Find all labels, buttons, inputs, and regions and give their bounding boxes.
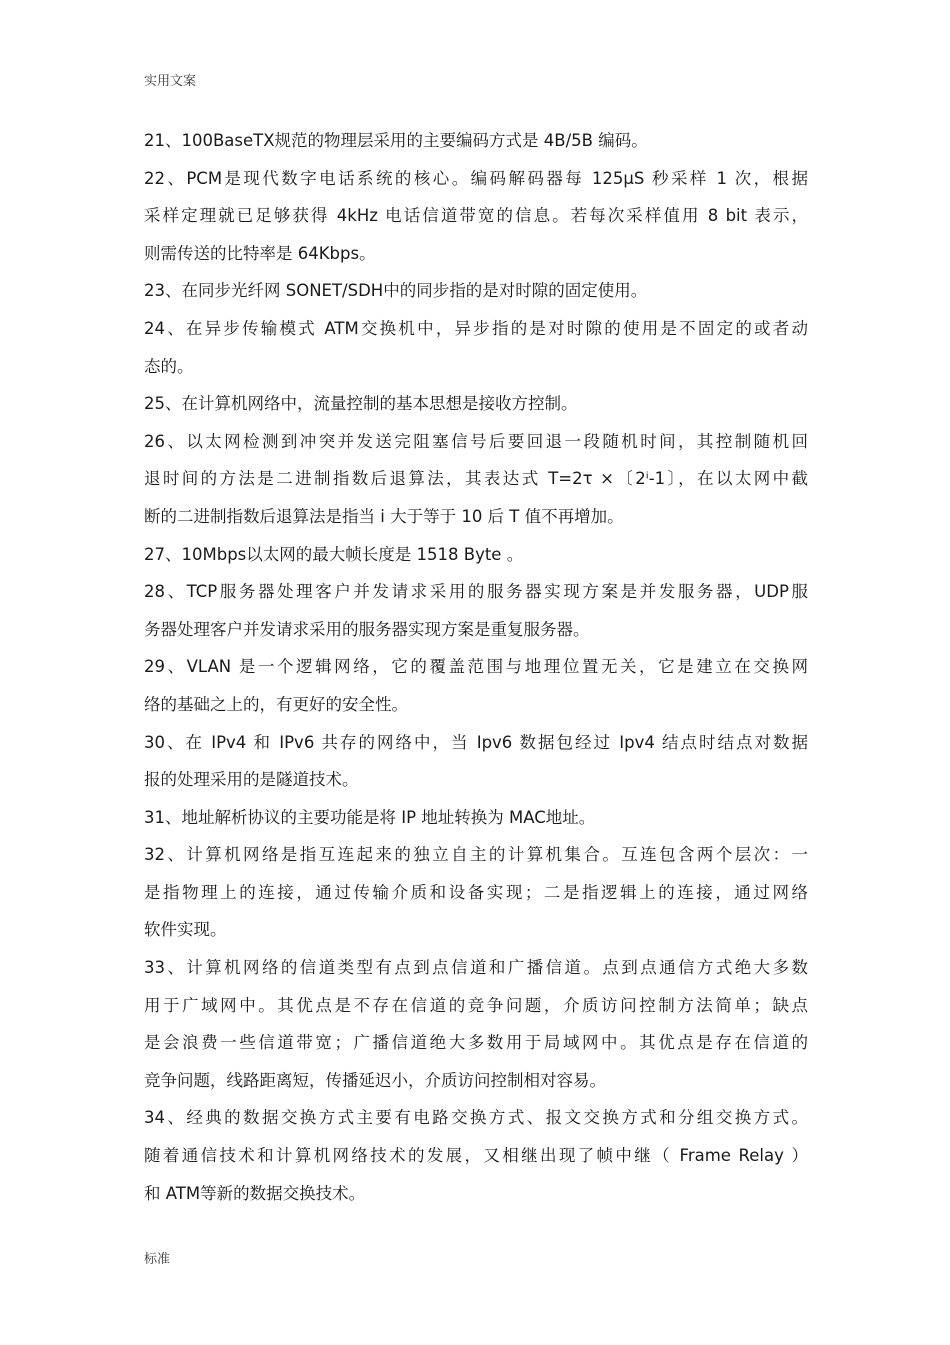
text-line: 30、在 IPv4 和 IPv6 共存的网络中，当 Ipv6 数据包经过 Ipv4 结点时结点对数据 <box>144 732 808 752</box>
text-line: 采样定理就已足够获得 4kHz 电话信道带宽的信息。若每次采样值用 8 bit 表示， <box>144 206 808 226</box>
text-line: 25、在计算机网络中，流量控制的基本思想是接收方控制。 <box>144 394 578 414</box>
text-line: 29、VLAN 是一个逻辑网络，它的覆盖范围与地理位置无关，它是建立在交换网 <box>144 657 808 677</box>
page-footer: 标准 <box>144 1252 171 1267</box>
text-line: 21、100BaseTX规范的物理层采用的主要编码方式是 4B/5B 编码。 <box>144 131 648 150</box>
text-line: 务器处理客户并发请求采用的服务器实现方案是重复服务器。 <box>144 619 590 639</box>
text-line: 和 ATM等新的数据交换技术。 <box>144 1183 366 1203</box>
text-line: 32、计算机网络是指互连起来的独立自主的计算机集合。互连包含两个层次：一 <box>144 845 808 865</box>
text-line: 用于广域网中。其优点是不存在信道的竞争问题，介质访问控制方法简单；缺点 <box>144 995 808 1015</box>
text-line: 24、在异步传输模式 ATM交换机中，异步指的是对时隙的使用是不固定的或者动 <box>144 318 808 338</box>
text-line: 断的二进制指数后退算法是指当 i 大于等于 10 后 T 值不再增加。 <box>144 506 624 526</box>
text-line: 26、以太网检测到冲突并发送完阻塞信号后要回退一段随机时间，其控制随机回 <box>144 431 808 451</box>
text-line: 报的处理采用的是隧道技术。 <box>144 770 359 790</box>
text-line: 态的。 <box>144 356 194 376</box>
text-line: 27、10Mbps以太网的最大帧长度是 1518 Byte 。 <box>144 544 524 564</box>
text-line: 随着通信技术和计算机网络技术的发展，又相继出现了帧中继（ Frame Relay ） <box>144 1146 808 1166</box>
page-header: 实用文案 <box>144 74 197 89</box>
document-body <box>144 122 808 1212</box>
text-line: 则需传送的比特率是 64Kbps。 <box>144 243 376 263</box>
text-line: 是指物理上的连接，通过传输介质和设备实现；二是指逻辑上的连接，通过网络 <box>144 882 808 902</box>
text-line: 33、计算机网络的信道类型有点到点信道和广播信道。点到点通信方式绝大多数 <box>144 958 808 978</box>
text-line: 31、地址解析协议的主要功能是将 IP 地址转换为 MAC地址。 <box>144 807 596 827</box>
text-line: 络的基础之上的，有更好的安全性。 <box>144 694 408 714</box>
text-line: 退时间的方法是二进制指数后退算法，其表达式 T=2τ ×〔2ⁱ-1〕，在以太网中截 <box>144 469 808 489</box>
text-line: 竞争问题，线路距离短，传播延迟小，介质访问控制相对容易。 <box>144 1070 606 1090</box>
text-line: 28、TCP服务器处理客户并发请求采用的服务器实现方案是并发服务器，UDP服 <box>144 582 808 602</box>
text-line: 34、经典的数据交换方式主要有电路交换方式、报文交换方式和分组交换方式。 <box>144 1108 808 1128</box>
text-line: 是会浪费一些信道带宽；广播信道绝大多数用于局域网中。其优点是存在信道的 <box>144 1033 808 1053</box>
text-line: 23、在同步光纤网 SONET/SDH中的同步指的是对时隙的固定使用。 <box>144 281 648 301</box>
text-line: 22、PCM是现代数字电话系统的核心。编码解码器每 125μS 秒采样 1 次，根据 <box>144 168 808 188</box>
text-line: 软件实现。 <box>144 920 227 940</box>
